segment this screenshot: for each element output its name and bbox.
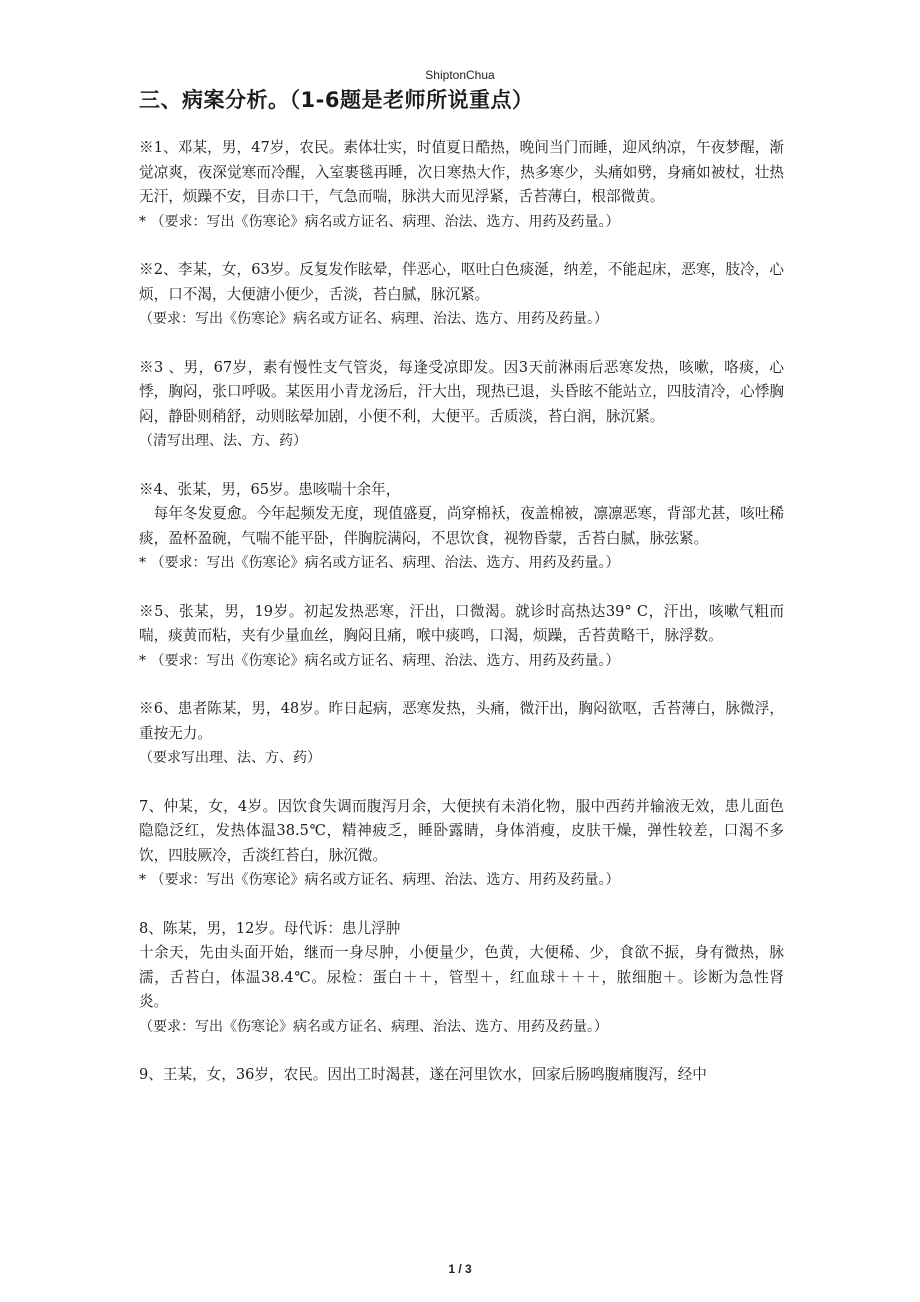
case-item xyxy=(139,136,784,234)
case-item xyxy=(139,917,784,1040)
case-text: ※2、李某，女，63岁。反复发作眩晕，伴恶心，呕吐白色痰涎，纳差，不能起床，恶寒，肢冷，心烦，口不渴，大便溏小便少，舌淡，苔白腻，脉沉紧。 xyxy=(139,261,784,303)
case-item xyxy=(139,600,784,674)
case-requirement: * （要求：写出《伤寒论》病名或方证名、病理、治法、选方、用药及药量。） xyxy=(139,652,620,669)
case-text: 7、仲某，女，4岁。因饮食失调而腹泻月余，大便挟有未消化物，服中西药并输液无效，患儿面色隐隐泛红，发热体温38.5℃，精神疲乏，睡卧露睛，身体消瘦，皮肤干燥，弹性较差，口渴不多饮，四肢厥冷，舌淡红苔白，脉沉微。 xyxy=(139,797,784,864)
case-item xyxy=(139,1063,784,1088)
case-item xyxy=(139,795,784,893)
case-text: 8、陈某，男，12岁。母代诉：患儿浮肿 xyxy=(139,919,401,937)
case-text: ※5、张某，男，19岁。初起发热恶寒，汗出，口微渴。就诊时高热达39° C，汗出，咳嗽气粗而喘，痰黄而粘，夹有少量血丝，胸闷且痛，喉中痰鸣，口渴，烦躁，舌苔黄略干，脉浮数。 xyxy=(139,602,784,644)
page-header: ShiptonChua xyxy=(425,68,495,82)
case-text-continued: 十余天，先由头面开始，继而一身尽肿，小便量少，色黄，大便稀、少，食欲不振，身有微热，脉濡，舌苔白，体温38.4℃。尿检：蛋白＋＋，管型＋，红血球＋＋＋，脓细胞＋。诊断为急性肾炎。 xyxy=(139,944,784,1010)
case-item xyxy=(139,478,784,576)
case-requirement: （要求写出理、法、方、药） xyxy=(139,750,321,766)
case-list xyxy=(139,136,784,1112)
case-requirement: * （要求：写出《伤寒论》病名或方证名、病理、治法、选方、用药及药量。） xyxy=(139,213,620,230)
case-text: ※4、张某，男，65岁。患咳喘十余年， xyxy=(139,480,401,498)
case-requirement: （要求：写出《伤寒论》病名或方证名、病理、治法、选方、用药及药量。） xyxy=(139,311,608,327)
case-item xyxy=(139,356,784,454)
section-title: 三、病案分析。（1-6题是老师所说重点） xyxy=(139,88,534,112)
page-number: 1 / 3 xyxy=(448,1262,472,1276)
case-text: ※6、患者陈某，男，48岁。昨日起病，恶寒发热，头痛，微汗出，胸闷欲呕，舌苔薄白，脉微浮，重按无力。 xyxy=(139,700,784,742)
case-text-continued: 每年冬发夏愈。今年起频发无度，现值盛夏，尚穿棉袄，夜盖棉被，凛凛恶寒，背部尤甚，咳吐稀痰，盈杯盈碗，气喘不能平卧，伴胸脘满闷，不思饮食，视物昏蒙，舌苔白腻，脉弦紧。 xyxy=(139,505,784,547)
case-requirement: * （要求：写出《伤寒论》病名或方证名、病理、治法、选方、用药及药量。） xyxy=(139,872,620,888)
case-text: 9、王某，女，36岁，农民。因出工时渴甚，遂在河里饮水，回家后肠鸣腹痛腹泻，经中 xyxy=(139,1066,707,1083)
case-text: ※3 、男，67岁，素有慢性支气管炎，每逢受凉即发。因3天前淋雨后恶寒发热，咳嗽，咯痰，心悸，胸闷，张口呼吸。某医用小青龙汤后，汗大出，现热已退，头昏眩不能站立，四肢清冷，心悸胸闷，静卧则稍舒，动则眩晕加剧，小便不利，大便平。舌质淡，苔白润，脉沉紧。 xyxy=(139,358,784,425)
case-requirement: （要求：写出《伤寒论》病名或方证名、病理、治法、选方、用药及药量。） xyxy=(139,1018,608,1035)
case-requirement: （清写出理、法、方、药） xyxy=(139,433,307,449)
case-item xyxy=(139,697,784,771)
case-text: ※1、邓某，男，47岁，农民。素体壮实，时值夏日酷热，晚间当门而睡，迎风纳凉，午夜梦醒，渐觉凉爽，夜深觉寒而冷醒，入室裹毯再睡，次日寒热大作，热多寒少，头痛如劈，身痛如被杖，壮热无汗，烦躁不安，目赤口干，气急而喘，脉洪大而见浮紧，舌苔薄白，根部微黄。 xyxy=(139,139,784,205)
case-item xyxy=(139,258,784,332)
case-requirement: * （要求：写出《伤寒论》病名或方证名、病理、治法、选方、用药及药量。） xyxy=(139,555,620,571)
